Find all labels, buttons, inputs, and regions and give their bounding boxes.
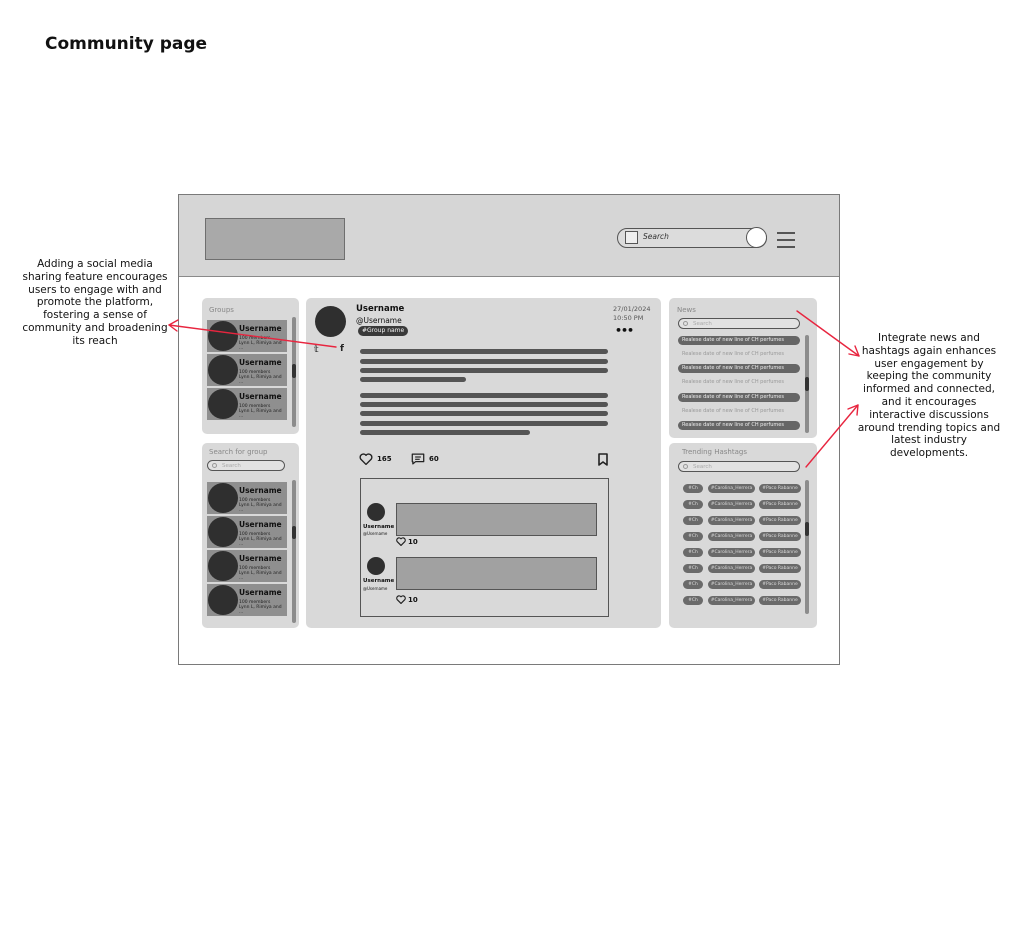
heart-icon	[359, 453, 373, 465]
group-tag[interactable]: #Group name	[358, 326, 408, 336]
hashtag-chip[interactable]: #Ch	[683, 564, 703, 573]
news-search-input[interactable]	[678, 318, 800, 329]
app-header	[179, 195, 839, 277]
group-search-placeholder: Search	[222, 462, 241, 469]
hashtag-chip[interactable]: #Paco Rabanne	[759, 548, 801, 557]
avatar	[367, 503, 385, 521]
bookmark-icon[interactable]	[598, 453, 608, 466]
hashtag-chip[interactable]: #Paco Rabanne	[759, 580, 801, 589]
comment-like-count: 10	[408, 595, 418, 604]
hashtag-chip[interactable]: #Carolina_Herrera	[708, 580, 755, 589]
group-search-scrollbar[interactable]	[292, 480, 296, 623]
hashtag-chip[interactable]: #Carolina_Herrera	[708, 548, 755, 557]
group-members: 100 members	[239, 600, 271, 605]
group-card[interactable]	[207, 550, 287, 582]
group-card[interactable]	[207, 388, 287, 420]
comment-handle: @Username	[363, 586, 388, 591]
comment-button[interactable]	[411, 453, 439, 465]
hashtag-chip[interactable]: #Paco Rabanne	[759, 564, 801, 573]
avatar	[208, 355, 238, 385]
post-handle: @Username	[356, 316, 402, 325]
group-members: 100 members	[239, 404, 271, 409]
hashtags-scrollbar[interactable]	[805, 480, 809, 614]
news-item[interactable]: Realese date of new line of CH perfumes	[682, 379, 784, 385]
news-panel	[669, 298, 817, 438]
news-item[interactable]: Realese date of new line of CH perfumes	[678, 336, 800, 345]
hashtags-scroll-thumb[interactable]	[805, 522, 809, 536]
hashtag-chip[interactable]: #Carolina_Herrera	[708, 532, 755, 541]
facebook-icon[interactable]: f	[340, 344, 344, 354]
avatar[interactable]	[315, 306, 346, 337]
news-title: News	[677, 306, 696, 314]
news-item[interactable]: Realese date of new line of CH perfumes	[682, 351, 784, 357]
twitter-icon[interactable]: 𝕥	[314, 345, 319, 355]
group-members: 100 members	[239, 532, 271, 537]
news-scroll-thumb[interactable]	[805, 377, 809, 391]
hashtag-search-placeholder: Search	[693, 463, 712, 470]
comment-icon	[411, 453, 425, 465]
news-search-placeholder: Search	[693, 320, 712, 327]
heart-icon	[396, 595, 406, 604]
group-search-title: Search for group	[209, 448, 268, 456]
search-label: Search	[643, 232, 669, 241]
post-date: 27/01/2024	[613, 305, 651, 313]
group-members: 100 members	[239, 370, 271, 375]
avatar	[208, 585, 238, 615]
text-line	[360, 393, 608, 398]
avatar	[208, 483, 238, 513]
group-member-preview: Lynn L, Rimiya and ...	[239, 409, 282, 419]
post-time: 10:50 PM	[613, 314, 644, 323]
comment-like-count: 10	[408, 537, 418, 546]
search-icon	[683, 464, 688, 469]
page-title: Community page	[45, 34, 208, 54]
search-checkbox-icon	[625, 231, 638, 244]
toggle-knob	[746, 227, 767, 248]
group-search-scroll-thumb[interactable]	[292, 526, 296, 539]
comment-count: 60	[429, 455, 439, 463]
group-name: Username	[239, 324, 282, 333]
groups-panel	[202, 298, 299, 434]
avatar	[208, 551, 238, 581]
hamburger-menu-icon[interactable]	[777, 232, 795, 248]
hashtag-search-input[interactable]	[678, 461, 800, 472]
hashtag-chip[interactable]: #Paco Rabanne	[759, 516, 801, 525]
group-card[interactable]	[207, 354, 287, 386]
hashtags-panel	[669, 443, 817, 628]
hashtag-chip[interactable]: #Carolina_Herrera	[708, 516, 755, 525]
annotation-news-hashtags: Integrate news and hashtags again enhances user engagement by keeping the community informed and connected, and it encourages interactive discussions around trending topics and latest industry developments.	[857, 332, 1001, 460]
group-name: Username	[239, 392, 282, 401]
group-member-preview: Lynn L, Rimiya and ...	[239, 375, 282, 385]
text-line	[360, 421, 608, 426]
hashtag-chip[interactable]: #Ch	[683, 516, 703, 525]
search-icon	[212, 463, 217, 468]
like-button[interactable]	[359, 453, 392, 465]
news-scrollbar[interactable]	[805, 335, 809, 433]
hashtag-chip[interactable]: #Ch	[683, 548, 703, 557]
avatar	[208, 517, 238, 547]
group-card[interactable]	[207, 320, 287, 352]
group-name: Username	[239, 554, 282, 563]
hashtag-chip[interactable]: #Carolina_Herrera	[708, 564, 755, 573]
news-item[interactable]: Realese date of new line of CH perfumes	[678, 364, 800, 373]
group-member-preview: Lynn L, Rimiya and ...	[239, 503, 282, 513]
app-frame	[178, 194, 840, 665]
hashtag-chip[interactable]: #Paco Rabanne	[759, 484, 801, 493]
like-count: 165	[377, 455, 392, 463]
groups-scroll-thumb[interactable]	[292, 364, 296, 378]
group-members: 100 members	[239, 498, 271, 503]
hashtag-chip[interactable]: #Ch	[683, 580, 703, 589]
group-members: 100 members	[239, 566, 271, 571]
avatar	[367, 557, 385, 575]
hashtag-chip[interactable]: #Paco Rabanne	[759, 500, 801, 509]
comment-like-button[interactable]	[396, 537, 418, 546]
text-line	[360, 411, 608, 416]
comment-handle: @Username	[363, 531, 388, 536]
post-panel	[306, 298, 661, 628]
hashtags-title: Trending Hashtags	[682, 448, 747, 456]
hashtag-chip[interactable]: #Paco Rabanne	[759, 596, 801, 605]
group-name: Username	[239, 486, 282, 495]
group-search-input[interactable]	[207, 460, 285, 471]
avatar	[208, 321, 238, 351]
hashtag-chip[interactable]: #Paco Rabanne	[759, 532, 801, 541]
group-card[interactable]	[207, 482, 287, 514]
comment-username[interactable]: Username	[363, 578, 395, 584]
hashtag-chip[interactable]: #Ch	[683, 596, 703, 605]
group-search-panel	[202, 443, 299, 628]
group-card[interactable]	[207, 516, 287, 548]
logo-placeholder	[205, 218, 345, 260]
hashtag-chip[interactable]: #Ch	[683, 500, 703, 509]
post-username[interactable]: Username	[356, 304, 405, 314]
text-line	[360, 430, 530, 435]
comments-section	[360, 478, 609, 617]
text-line	[360, 349, 608, 354]
groups-scrollbar[interactable]	[292, 317, 296, 427]
comment-image-placeholder	[396, 503, 597, 536]
heart-icon	[396, 537, 406, 546]
search-toggle[interactable]	[617, 228, 767, 248]
text-line	[360, 377, 466, 382]
annotation-social-sharing: Adding a social media sharing feature encourages users to engage with and promote the platform, fostering a sense of community and broadening its reach	[22, 258, 168, 347]
hashtag-chip[interactable]: #Ch	[683, 532, 703, 541]
group-card[interactable]	[207, 584, 287, 616]
news-item[interactable]: Realese date of new line of CH perfumes	[682, 408, 784, 414]
hashtag-chip[interactable]: #Carolina_Herrera	[708, 596, 755, 605]
comment-username[interactable]: Username	[363, 524, 395, 530]
search-icon	[683, 321, 688, 326]
comment-image-placeholder	[396, 557, 597, 590]
text-line	[360, 402, 608, 407]
group-members: 100 members	[239, 336, 271, 341]
comment-like-button[interactable]	[396, 595, 418, 604]
group-member-preview: Lynn L, Rimiya and ...	[239, 341, 282, 351]
text-line	[360, 359, 608, 364]
group-member-preview: Lynn L, Rimiya and ...	[239, 537, 282, 547]
group-name: Username	[239, 588, 282, 597]
news-item[interactable]: Realese date of new line of CH perfumes	[678, 421, 800, 430]
hashtag-chip[interactable]: #Ch	[683, 484, 703, 493]
avatar	[208, 389, 238, 419]
groups-title: Groups	[209, 306, 234, 314]
group-member-preview: Lynn L, Rimiya and ...	[239, 571, 282, 581]
group-member-preview: Lynn L, Rimiya and ...	[239, 605, 282, 615]
news-item[interactable]: Realese date of new line of CH perfumes	[678, 393, 800, 402]
text-line	[360, 368, 608, 373]
hashtag-chip[interactable]: #Carolina_Herrera	[708, 500, 755, 509]
hashtag-chip[interactable]: #Carolina_Herrera	[708, 484, 755, 493]
more-options-icon[interactable]: •••	[615, 324, 634, 337]
group-name: Username	[239, 520, 282, 529]
post-timestamp	[613, 305, 650, 323]
group-name: Username	[239, 358, 282, 367]
